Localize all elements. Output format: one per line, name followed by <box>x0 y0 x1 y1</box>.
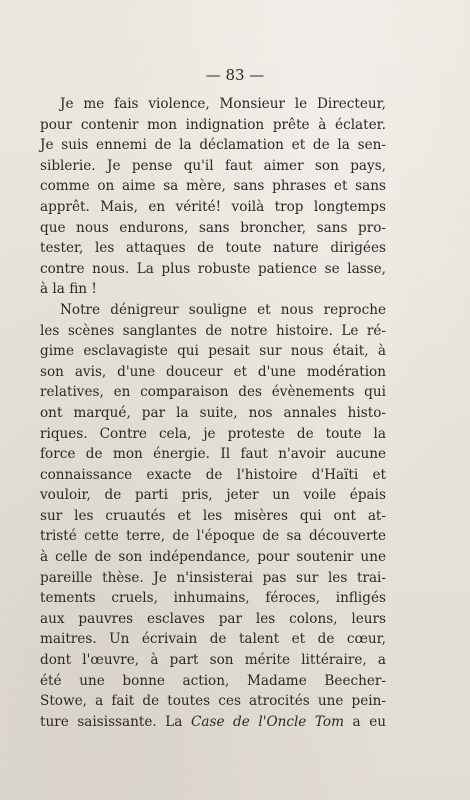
text-line: apprêt. Mais, en vérité! voilà trop longtemps <box>40 198 386 215</box>
text-line: sur les cruautés et les misères qui ont at- <box>40 507 386 524</box>
text-line: Stowe, a fait de toutes ces atrocités une pein- <box>40 693 386 710</box>
text-line: force de mon énergie. Il faut n'avoir aucune <box>40 446 386 463</box>
text-line: siblerie. Je pense qu'il faut aimer son pays, <box>40 157 386 174</box>
text-line: tester, les attaques de toute nature dirigées <box>40 240 386 257</box>
text-fragment: a eu <box>344 713 387 730</box>
text-line: que nous endurons, sans broncher, sans pro- <box>40 219 386 236</box>
text-line: connaissance exacte de l'histoire d'Haïti et <box>40 466 386 483</box>
body-text <box>40 94 386 732</box>
page-number: — 83 — <box>205 66 265 84</box>
text-line: son avis, d'une douceur et d'une modération <box>40 363 386 380</box>
text-line: aux pauvres esclaves par les colons, leurs <box>40 610 386 627</box>
text-line: Je me fais violence, Monsieur le Directeur, <box>60 96 386 112</box>
text-line: riques. Contre cela, je proteste de toute la <box>40 425 386 442</box>
text-line-last <box>40 712 386 733</box>
text-line: été une bonne action, Madame Beecher- <box>40 672 386 689</box>
text-line: pareille thèse. Je n'insisterai pas sur les trai- <box>40 569 386 586</box>
text-line: pour contenir mon indignation prête à éclater. <box>40 116 386 133</box>
text-line: Notre dénigreur souligne et nous reproche <box>60 301 386 318</box>
text-line: trist​é cette terre, de l'époque de sa découverte <box>40 528 386 545</box>
text-line: à la fin ! <box>40 281 97 298</box>
text-fragment: ture saisissante. La <box>40 713 191 730</box>
text-line: les scènes sanglantes de notre histoire. Le ré- <box>40 322 386 339</box>
text-line: Je suis ennemi de la déclamation et de la sen- <box>40 137 386 154</box>
text-line: contre nous. La plus robuste patience se lasse, <box>40 260 386 277</box>
text-line: à celle de son indépendance, pour soutenir une <box>40 549 386 566</box>
text-line: dont l'œuvre, à part son mérite littéraire, a <box>40 652 386 669</box>
text-line: vouloir, de parti pris, jeter un voile épais <box>40 487 386 504</box>
text-line: maitres. Un écrivain de talent et de cœur, <box>40 631 386 648</box>
book-title: Case de l'Oncle Tom <box>190 713 344 730</box>
text-line: gime esclavagiste qui pesait sur nous était, à <box>40 343 386 360</box>
text-line: tements cruels, inhumains, féroces, infligés <box>40 590 386 607</box>
text-line: relatives, en comparaison des évènements qui <box>40 384 386 401</box>
text-line: comme on aime sa mère, sans phrases et sans <box>40 178 386 195</box>
text-line: ont marqué, par la suite, nos annales histo- <box>40 404 386 421</box>
